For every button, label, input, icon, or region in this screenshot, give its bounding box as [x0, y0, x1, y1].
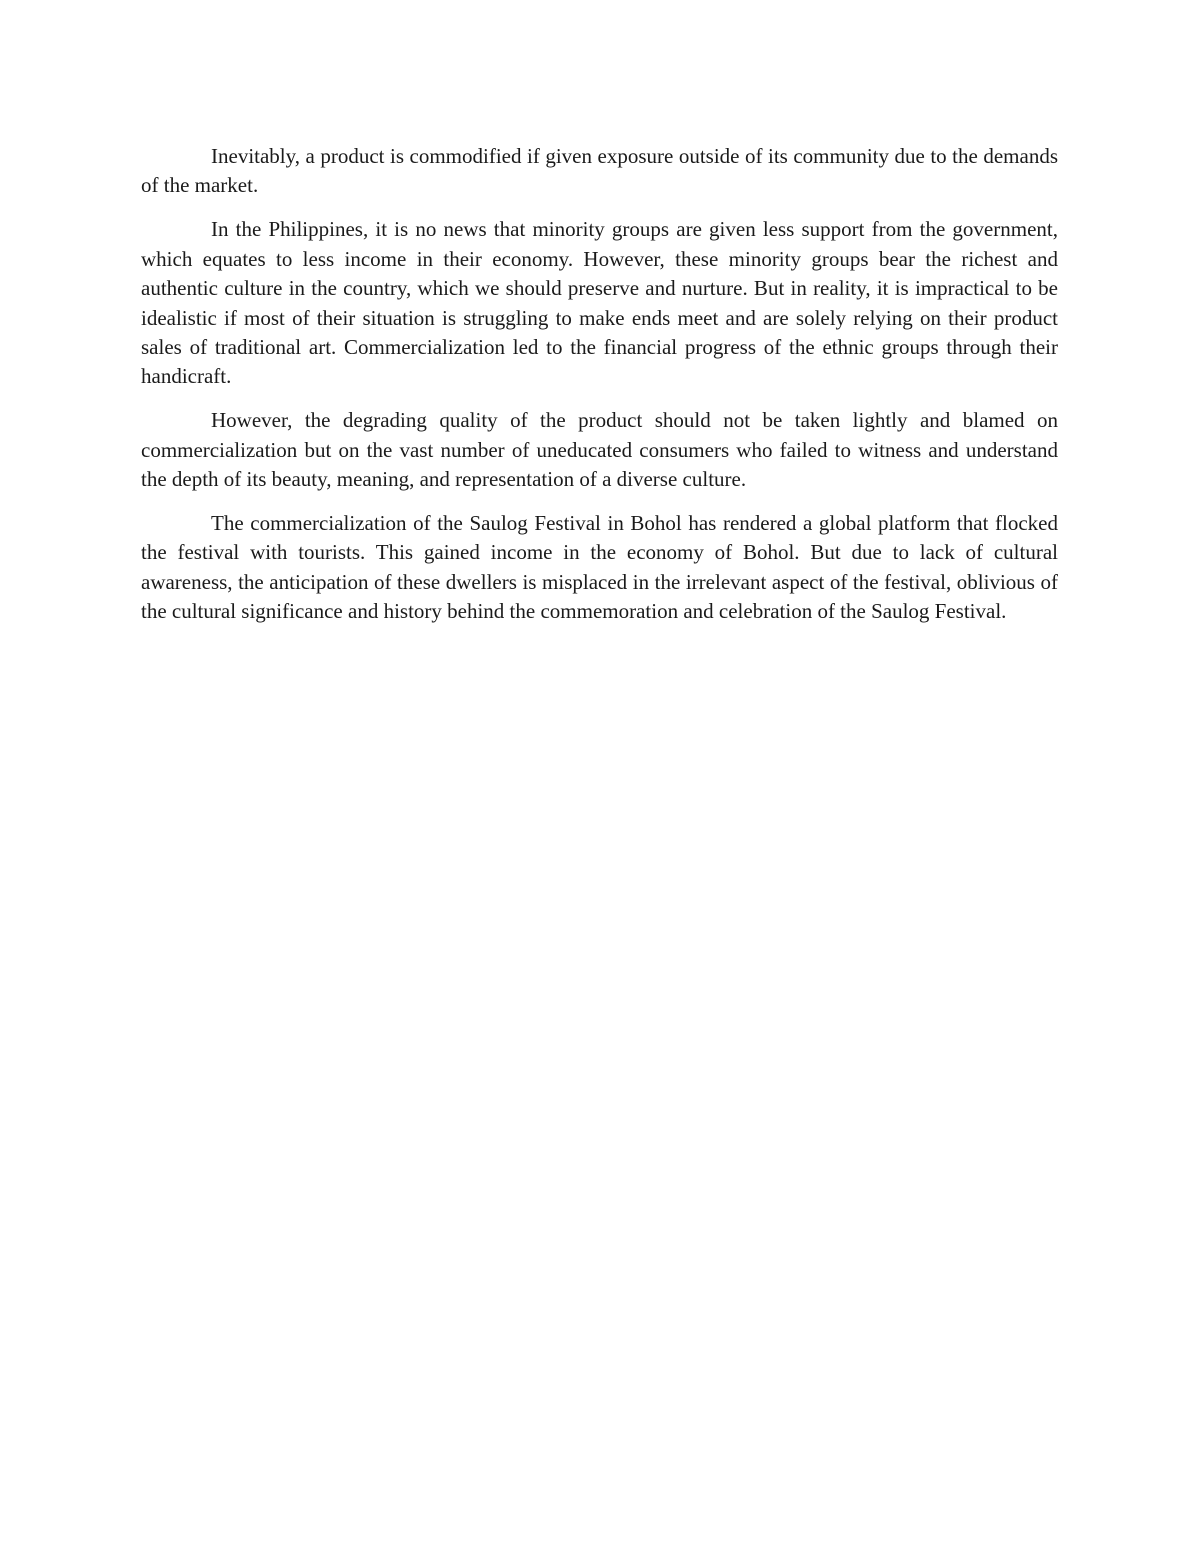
paragraph-2: In the Philippines, it is no news that minority groups are given less support from the government, which equates to less income in their economy. However, these minority groups bear the richest and authentic culture in the country, which we should preserve and nurture. But in reality, it is impractical to be idealistic if most of their situation is struggling to make ends meet and are solely relying on their product sales of traditional art. Commercialization led to the financial progress of the ethnic groups through their handicraft.: [141, 217, 1058, 389]
paragraph-1: Inevitably, a product is commodified if given exposure outside of its community due to the demands of the market.: [141, 144, 1058, 198]
paragraph-4: The commercialization of the Saulog Festival in Bohol has rendered a global platform that flocked the festival with tourists. This gained income in the economy of Bohol. But due to lack of cultural awareness, the anticipation of these dwellers is misplaced in the irrelevant aspect of the festival, oblivious of the cultural significance and history behind the commemoration and celebration of the Saulog Festival.: [141, 510, 1058, 624]
document-body: [141, 142, 1058, 641]
paragraph-3: However, the degrading quality of the product should not be taken lightly and blamed on commercialization but on the vast number of uneducated consumers who failed to witness and understand the depth of its beauty, meaning, and representation of a diverse culture.: [141, 408, 1058, 492]
